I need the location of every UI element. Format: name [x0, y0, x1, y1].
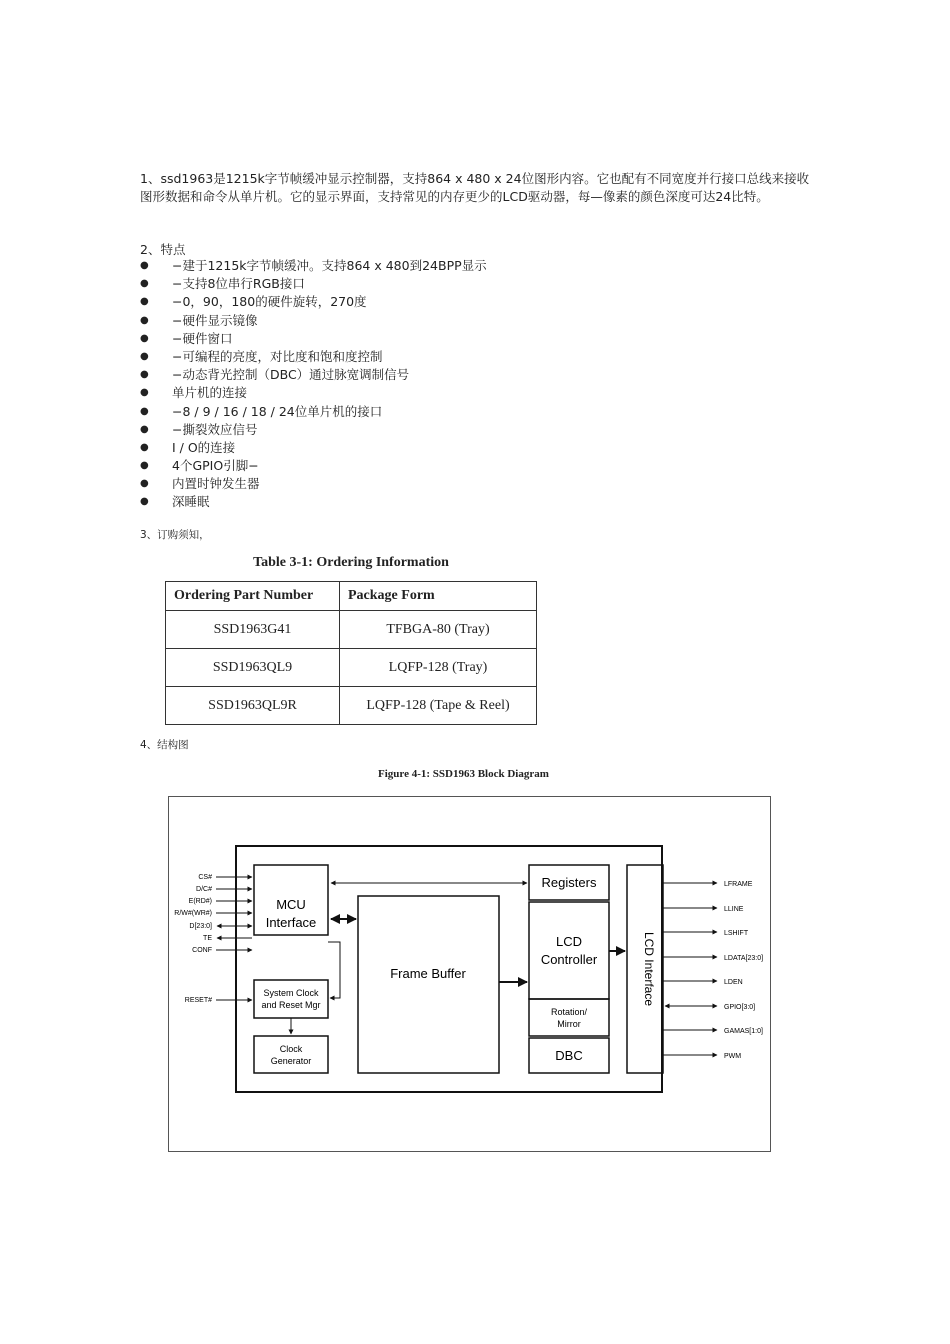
frame-buffer-block [358, 896, 499, 1073]
table-cell: SSD1963G41 [166, 611, 340, 649]
bullet-icon: ● [140, 405, 149, 417]
list-item [140, 493, 487, 511]
intro-paragraph: 1、ssd1963是1215k字节帧缓冲显示控制器，支持864 x 480 x 24位图形内容。它也配有不同宽度并行接口总线来接收图形数据和命令从单片机。它的显示界面，支持常见的内存更少的LCD驱动器，每—像素的颜色深度可达24比特。 [140, 171, 810, 204]
table-cell: SSD1963QL9 [166, 649, 340, 687]
feature-text: 单片机的连接 [172, 385, 248, 401]
rotation-mirror-block [529, 999, 609, 1036]
mcu-label: MCU [276, 897, 306, 912]
bullet-icon: ● [140, 423, 149, 435]
list-item [140, 475, 487, 493]
rotation-mirror-label: Rotation/ [550, 1007, 588, 1017]
bullet-icon: ● [140, 387, 149, 399]
list-item [140, 257, 487, 275]
table-cell: SSD1963QL9R [166, 687, 340, 725]
list-item [140, 366, 487, 384]
column-header: Package Form [340, 582, 537, 611]
bullet-icon: ● [140, 332, 149, 344]
bullet-icon: ● [140, 350, 149, 362]
signal-label: CS# [198, 874, 212, 881]
feature-text: −可编程的亮度，对比度和饱和度控制 [172, 348, 383, 364]
bullet-icon: ● [140, 478, 149, 490]
signal-label: GPIO[3:0] [724, 1004, 756, 1011]
ordering-table [165, 581, 537, 725]
lcd-interface-label: LCD Interface [642, 931, 656, 1007]
clock-generator-block [254, 1036, 328, 1073]
signal-label: GAMAS[1:0] [724, 1028, 763, 1035]
registers-label: Registers [541, 875, 597, 890]
features-heading: 2、特点 [140, 242, 186, 257]
bullet-icon: ● [140, 441, 149, 453]
feature-text: −硬件显示镜像 [172, 312, 258, 328]
feature-text: −动态背光控制（DBC）通过脉宽调制信号 [172, 367, 410, 383]
signal-label: CONF [192, 947, 212, 954]
signal-label: PWM [724, 1053, 742, 1060]
feature-text: 内置时钟发生器 [172, 476, 260, 492]
list-item [140, 457, 487, 475]
bullet-icon: ● [140, 369, 149, 381]
mcu-label: Interface [265, 915, 317, 930]
feature-text: 4个GPIO引脚− [172, 458, 259, 474]
signal-label: LFRAME [724, 881, 753, 888]
ordering-heading: 3、订购须知， [140, 529, 210, 541]
bullet-icon: ● [140, 296, 149, 308]
bullet-icon: ● [140, 260, 149, 271]
lcd-controller-label: LCD [555, 934, 583, 949]
system-clock-label: and Reset Mgr [261, 1000, 321, 1010]
column-header: Ordering Part Number [166, 582, 340, 611]
lcd-controller-block [529, 902, 609, 999]
bullet-icon: ● [140, 460, 149, 472]
list-item [140, 439, 487, 457]
list-item [140, 348, 487, 366]
bullet-icon: ● [140, 314, 149, 326]
clock-generator-label: Clock [279, 1044, 303, 1054]
system-clock-label: System Clock [263, 988, 319, 998]
feature-text: −0，90，180的硬件旋转，270度 [172, 294, 367, 310]
feature-text: −建于1215k字节帧缓冲。支持864 x 480到24BPP显示 [172, 258, 487, 273]
bullet-icon: ● [140, 496, 149, 508]
figure-frame [169, 797, 771, 1152]
signal-label: TE [203, 935, 212, 942]
list-item [140, 384, 487, 402]
bullet-icon: ● [140, 278, 149, 290]
figure-title: Figure 4-1: SSD1963 Block Diagram [378, 768, 549, 780]
signal-label: LDATA[23:0] [724, 955, 764, 962]
feature-text: −支持8位串行RGB接口 [172, 276, 305, 292]
frame-buffer-label: Frame Buffer [390, 966, 466, 981]
structure-heading: 4、结构图 [140, 739, 189, 751]
signal-label: RESET# [184, 997, 212, 1004]
feature-text: −硬件窗口 [172, 330, 233, 346]
dbc-label: DBC [555, 1048, 583, 1063]
feature-text: 深睡眠 [172, 494, 210, 510]
signal-label: E(RD#) [188, 898, 212, 905]
table-title: Table 3-1: Ordering Information [253, 555, 449, 570]
table-row [166, 611, 537, 649]
list-item [140, 421, 487, 439]
table-row [166, 649, 537, 687]
list-item [140, 275, 487, 293]
ordering-table-block [165, 555, 537, 725]
table-cell: LQFP-128 (Tray) [340, 649, 537, 687]
signal-label: LLINE [724, 906, 744, 913]
list-item [140, 293, 487, 311]
signal-label: D[23:0] [189, 923, 212, 930]
table-header-row [166, 582, 537, 611]
feature-text: I / O的连接 [172, 439, 236, 455]
feature-text: −8 / 9 / 16 / 18 / 24位单片机的接口 [172, 403, 383, 419]
table-row [166, 687, 537, 725]
block-diagram [168, 796, 772, 1154]
signal-label: R/W#(WR#) [174, 910, 212, 917]
system-clock-block [254, 980, 328, 1018]
feature-text: −撕裂效应信号 [172, 421, 258, 437]
table-cell: TFBGA-80 (Tray) [340, 611, 537, 649]
features-list [140, 257, 487, 512]
list-item [140, 403, 487, 421]
clock-generator-label: Generator [270, 1056, 312, 1066]
signal-label: D/C# [196, 886, 212, 893]
lcd-controller-label: Controller [540, 952, 598, 967]
list-item [140, 330, 487, 348]
table-cell: LQFP-128 (Tape & Reel) [340, 687, 537, 725]
signal-label: LSHIFT [724, 930, 749, 937]
list-item [140, 312, 487, 330]
rotation-mirror-label: Mirror [557, 1019, 581, 1029]
signal-label: LDEN [724, 979, 743, 986]
